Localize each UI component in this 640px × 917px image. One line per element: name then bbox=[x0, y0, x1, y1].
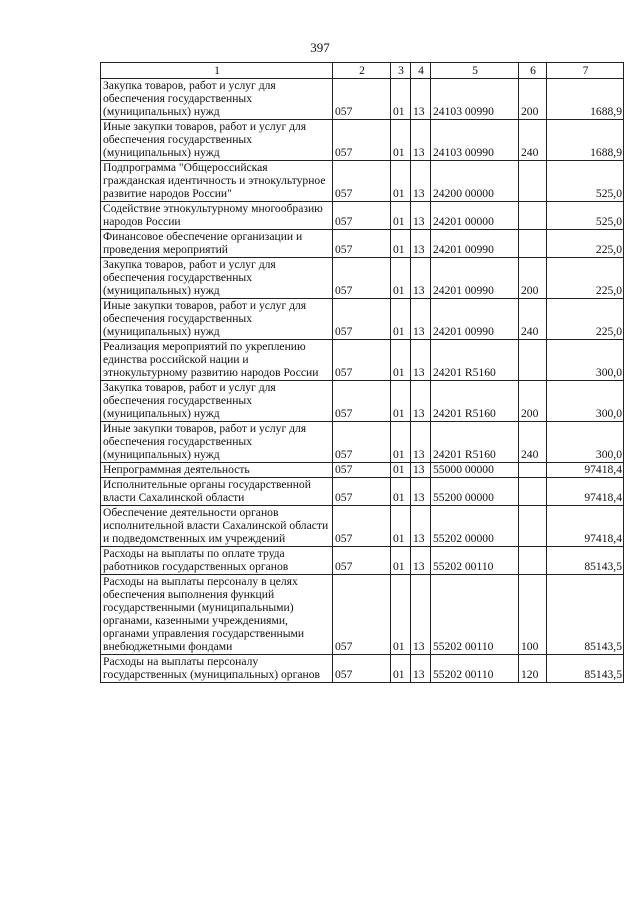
row-expense-kind: 240 bbox=[519, 120, 547, 161]
column-header: 5 bbox=[431, 63, 519, 79]
row-subsection-code: 13 bbox=[411, 506, 431, 547]
row-ministry-code: 057 bbox=[333, 230, 391, 258]
row-name: Содействие этнокультурному многообразию народов России bbox=[101, 202, 333, 230]
column-header: 7 bbox=[547, 63, 624, 79]
row-amount: 1688,9 bbox=[547, 120, 624, 161]
row-subsection-code: 13 bbox=[411, 463, 431, 478]
row-name: Непрограммная деятельность bbox=[101, 463, 333, 478]
row-section-code: 01 bbox=[391, 478, 411, 506]
row-subsection-code: 13 bbox=[411, 478, 431, 506]
row-expense-kind bbox=[519, 161, 547, 202]
row-expense-kind bbox=[519, 478, 547, 506]
row-ministry-code: 057 bbox=[333, 299, 391, 340]
table-row bbox=[101, 299, 624, 340]
row-target-article: 55202 00110 bbox=[431, 575, 519, 655]
row-amount: 525,0 bbox=[547, 161, 624, 202]
row-amount: 225,0 bbox=[547, 258, 624, 299]
row-target-article: 24201 00990 bbox=[431, 230, 519, 258]
row-expense-kind bbox=[519, 547, 547, 575]
row-section-code: 01 bbox=[391, 299, 411, 340]
table-row bbox=[101, 506, 624, 547]
row-section-code: 01 bbox=[391, 381, 411, 422]
row-expense-kind: 200 bbox=[519, 79, 547, 120]
column-header: 3 bbox=[391, 63, 411, 79]
row-ministry-code: 057 bbox=[333, 422, 391, 463]
row-ministry-code: 057 bbox=[333, 340, 391, 381]
row-name: Подпрограмма "Общероссийская гражданская идентичность и этнокультурное развитие народов России" bbox=[101, 161, 333, 202]
table-row bbox=[101, 202, 624, 230]
row-subsection-code: 13 bbox=[411, 230, 431, 258]
table-header-row bbox=[101, 63, 624, 79]
row-target-article: 24201 R5160 bbox=[431, 422, 519, 463]
row-ministry-code: 057 bbox=[333, 161, 391, 202]
row-subsection-code: 13 bbox=[411, 547, 431, 575]
row-amount: 85143,5 bbox=[547, 575, 624, 655]
row-section-code: 01 bbox=[391, 202, 411, 230]
column-header: 6 bbox=[519, 63, 547, 79]
table-row bbox=[101, 340, 624, 381]
table-row bbox=[101, 230, 624, 258]
row-amount: 1688,9 bbox=[547, 79, 624, 120]
row-amount: 225,0 bbox=[547, 299, 624, 340]
row-ministry-code: 057 bbox=[333, 575, 391, 655]
row-target-article: 24103 00990 bbox=[431, 79, 519, 120]
row-section-code: 01 bbox=[391, 120, 411, 161]
row-name: Исполнительные органы государственной власти Сахалинской области bbox=[101, 478, 333, 506]
row-name: Расходы на выплаты по оплате труда работников государственных органов bbox=[101, 547, 333, 575]
column-header: 4 bbox=[411, 63, 431, 79]
budget-table bbox=[100, 62, 624, 683]
row-amount: 85143,5 bbox=[547, 655, 624, 683]
row-subsection-code: 13 bbox=[411, 161, 431, 202]
column-header: 2 bbox=[333, 63, 391, 79]
row-name: Расходы на выплаты персоналу в целях обеспечения выполнения функций государственными (муниципальными) органами, казенными учреждениями, органами управления государственными внебюджетными фондами bbox=[101, 575, 333, 655]
row-target-article: 55000 00000 bbox=[431, 463, 519, 478]
row-ministry-code: 057 bbox=[333, 381, 391, 422]
row-ministry-code: 057 bbox=[333, 655, 391, 683]
row-target-article: 24201 00990 bbox=[431, 258, 519, 299]
row-amount: 97418,4 bbox=[547, 463, 624, 478]
table-row bbox=[101, 575, 624, 655]
row-expense-kind: 240 bbox=[519, 299, 547, 340]
row-subsection-code: 13 bbox=[411, 120, 431, 161]
row-ministry-code: 057 bbox=[333, 478, 391, 506]
table-row bbox=[101, 381, 624, 422]
row-ministry-code: 057 bbox=[333, 202, 391, 230]
row-amount: 300,0 bbox=[547, 381, 624, 422]
row-target-article: 24201 00000 bbox=[431, 202, 519, 230]
column-header: 1 bbox=[101, 63, 333, 79]
row-subsection-code: 13 bbox=[411, 381, 431, 422]
row-amount: 225,0 bbox=[547, 230, 624, 258]
table-row bbox=[101, 79, 624, 120]
row-amount: 525,0 bbox=[547, 202, 624, 230]
row-section-code: 01 bbox=[391, 575, 411, 655]
row-subsection-code: 13 bbox=[411, 340, 431, 381]
row-section-code: 01 bbox=[391, 506, 411, 547]
row-ministry-code: 057 bbox=[333, 120, 391, 161]
row-expense-kind bbox=[519, 202, 547, 230]
row-target-article: 55202 00110 bbox=[431, 547, 519, 575]
table-row bbox=[101, 258, 624, 299]
row-amount: 300,0 bbox=[547, 422, 624, 463]
row-ministry-code: 057 bbox=[333, 79, 391, 120]
row-section-code: 01 bbox=[391, 422, 411, 463]
row-ministry-code: 057 bbox=[333, 463, 391, 478]
row-expense-kind bbox=[519, 506, 547, 547]
row-name: Реализация мероприятий по укреплению единства российской нации и этнокультурному развитию народов России bbox=[101, 340, 333, 381]
row-subsection-code: 13 bbox=[411, 258, 431, 299]
page-number: 397 bbox=[310, 40, 330, 55]
table-row bbox=[101, 547, 624, 575]
table-row bbox=[101, 478, 624, 506]
row-section-code: 01 bbox=[391, 79, 411, 120]
table-row bbox=[101, 463, 624, 478]
row-subsection-code: 13 bbox=[411, 422, 431, 463]
row-section-code: 01 bbox=[391, 340, 411, 381]
row-name: Закупка товаров, работ и услуг для обеспечения государственных (муниципальных) нужд bbox=[101, 258, 333, 299]
row-ministry-code: 057 bbox=[333, 258, 391, 299]
row-expense-kind: 100 bbox=[519, 575, 547, 655]
table-row bbox=[101, 422, 624, 463]
row-subsection-code: 13 bbox=[411, 79, 431, 120]
row-name: Финансовое обеспечение организации и проведения мероприятий bbox=[101, 230, 333, 258]
row-name: Иные закупки товаров, работ и услуг для обеспечения государственных (муниципальных) нужд bbox=[101, 422, 333, 463]
table-body bbox=[101, 79, 624, 683]
row-target-article: 24103 00990 bbox=[431, 120, 519, 161]
row-expense-kind bbox=[519, 340, 547, 381]
row-name: Закупка товаров, работ и услуг для обеспечения государственных (муниципальных) нужд bbox=[101, 79, 333, 120]
row-section-code: 01 bbox=[391, 463, 411, 478]
table-row bbox=[101, 120, 624, 161]
row-amount: 300,0 bbox=[547, 340, 624, 381]
row-name: Обеспечение деятельности органов исполнительной власти Сахалинской области и подведомственных им учреждений bbox=[101, 506, 333, 547]
row-target-article: 24200 00000 bbox=[431, 161, 519, 202]
row-subsection-code: 13 bbox=[411, 299, 431, 340]
row-expense-kind: 200 bbox=[519, 258, 547, 299]
row-target-article: 24201 00990 bbox=[431, 299, 519, 340]
row-expense-kind: 120 bbox=[519, 655, 547, 683]
row-subsection-code: 13 bbox=[411, 575, 431, 655]
row-target-article: 55200 00000 bbox=[431, 478, 519, 506]
row-amount: 85143,5 bbox=[547, 547, 624, 575]
row-subsection-code: 13 bbox=[411, 202, 431, 230]
row-section-code: 01 bbox=[391, 547, 411, 575]
row-expense-kind bbox=[519, 463, 547, 478]
row-expense-kind bbox=[519, 230, 547, 258]
row-ministry-code: 057 bbox=[333, 506, 391, 547]
row-section-code: 01 bbox=[391, 258, 411, 299]
row-target-article: 55202 00110 bbox=[431, 655, 519, 683]
row-amount: 97418,4 bbox=[547, 506, 624, 547]
row-amount: 97418,4 bbox=[547, 478, 624, 506]
table-row bbox=[101, 161, 624, 202]
row-name: Расходы на выплаты персоналу государственных (муниципальных) органов bbox=[101, 655, 333, 683]
row-section-code: 01 bbox=[391, 161, 411, 202]
row-name: Иные закупки товаров, работ и услуг для обеспечения государственных (муниципальных) нужд bbox=[101, 299, 333, 340]
row-target-article: 55202 00000 bbox=[431, 506, 519, 547]
row-name: Иные закупки товаров, работ и услуг для обеспечения государственных (муниципальных) нужд bbox=[101, 120, 333, 161]
table-row bbox=[101, 655, 624, 683]
row-name: Закупка товаров, работ и услуг для обеспечения государственных (муниципальных) нужд bbox=[101, 381, 333, 422]
row-target-article: 24201 R5160 bbox=[431, 381, 519, 422]
row-target-article: 24201 R5160 bbox=[431, 340, 519, 381]
row-section-code: 01 bbox=[391, 230, 411, 258]
row-expense-kind: 240 bbox=[519, 422, 547, 463]
row-ministry-code: 057 bbox=[333, 547, 391, 575]
row-expense-kind: 200 bbox=[519, 381, 547, 422]
row-section-code: 01 bbox=[391, 655, 411, 683]
row-subsection-code: 13 bbox=[411, 655, 431, 683]
